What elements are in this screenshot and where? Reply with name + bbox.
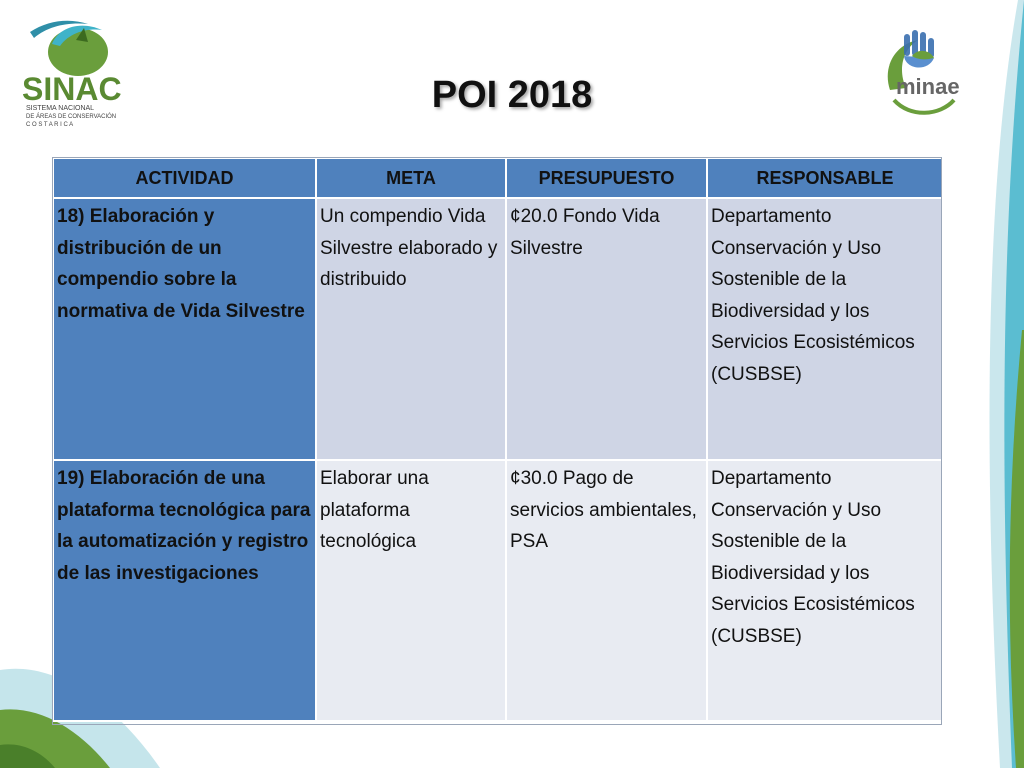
- table-header-row: [53, 158, 943, 198]
- header-actividad: ACTIVIDAD: [53, 158, 316, 198]
- svg-text:DE ÁREAS DE CONSERVACIÓN: DE ÁREAS DE CONSERVACIÓN: [26, 114, 117, 120]
- poi-table: [52, 157, 944, 722]
- cell-responsable: Departamento Conservación y Uso Sostenible de la Biodiversidad y los Servicios Ecosistémicos (CUSBSE): [707, 460, 943, 721]
- header-responsable: RESPONSABLE: [707, 158, 943, 198]
- cell-actividad: 19) Elaboración de una plataforma tecnológica para la automatización y registro de las investigaciones: [53, 460, 316, 721]
- cell-meta: Elaborar una plataforma tecnológica: [316, 460, 506, 721]
- slide-title: POI 2018: [431, 74, 593, 116]
- cell-actividad: 18) Elaboración y distribución de un compendio sobre la normativa de Vida Silvestre: [53, 198, 316, 460]
- svg-text:C O S T A R I C A: C O S T A R I C A: [26, 122, 74, 128]
- header-presupuesto: PRESUPUESTO: [506, 158, 707, 198]
- cell-presupuesto: ¢30.0 Pago de servicios ambientales, PSA: [506, 460, 707, 721]
- table-row: [53, 198, 943, 460]
- cell-presupuesto: ¢20.0 Fondo Vida Silvestre: [506, 198, 707, 460]
- cell-responsable: Departamento Conservación y Uso Sostenible de la Biodiversidad y los Servicios Ecosistémicos (CUSBSE): [707, 198, 943, 460]
- header-meta: META: [316, 158, 506, 198]
- table-row: [53, 460, 943, 721]
- svg-text:minae: minae: [896, 74, 960, 99]
- cell-meta: Un compendio Vida Silvestre elaborado y distribuido: [316, 198, 506, 460]
- svg-text:SISTEMA NACIONAL: SISTEMA NACIONAL: [26, 105, 95, 112]
- svg-text:SINAC: SINAC: [22, 71, 122, 107]
